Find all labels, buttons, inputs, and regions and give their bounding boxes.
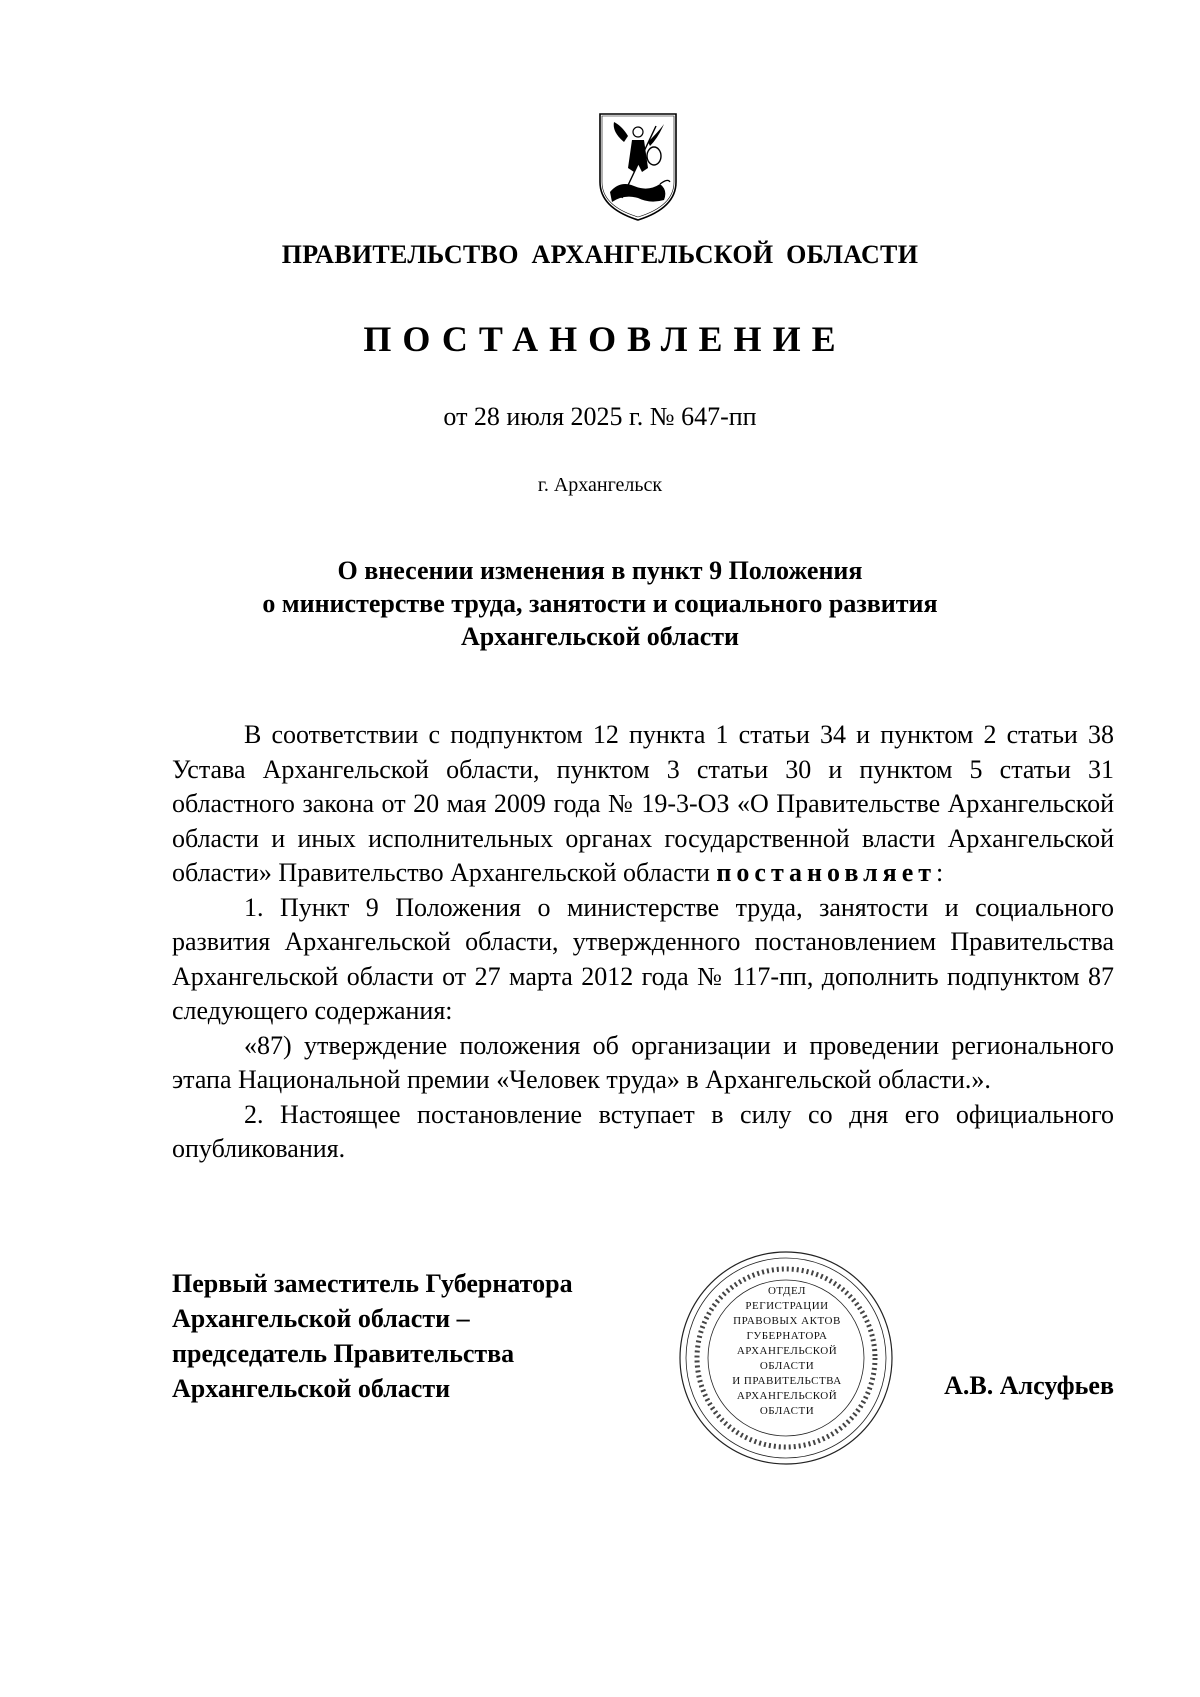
position-line-1: Первый заместитель Губернатора xyxy=(172,1269,573,1298)
item-2: 2. Настоящее постановление вступает в силу со дня его официального опубликования. xyxy=(172,1099,1114,1163)
title-line-3: Архангельской области xyxy=(460,622,740,651)
resolves-word: постановляет xyxy=(716,858,937,887)
document-title xyxy=(0,554,1200,653)
stamp-line: ПРАВОВЫХ АКТОВ xyxy=(733,1315,841,1327)
document-type: ПОСТАНОВЛЕНИЕ xyxy=(363,319,847,359)
title-line-1: О внесении изменения в пункт 9 Положения xyxy=(337,556,863,585)
position-line-3: председатель Правительства xyxy=(172,1339,515,1368)
government-name: ПРАВИТЕЛЬСТВО АРХАНГЕЛЬСКОЙ ОБЛАСТИ xyxy=(281,240,919,269)
preamble-text: В соответствии с подпунктом 12 пункта 1 статьи 34 и пунктом 2 статьи 38 Устава Архангельской области, пунктом 3 статьи 30 и пунктом 5 статьи 31 областного закона от 20 мая 2009 года № 19-3-ОЗ «О Правительстве Архангельской области и иных исполнительных органах государственной власти Архангельской области» Правительство Архангельской области xyxy=(172,720,1114,887)
document-body xyxy=(172,718,1114,1167)
archangel-coat-of-arms-icon xyxy=(598,112,678,222)
resolves-colon: : xyxy=(936,858,944,887)
item-1-quote: «87) утверждение положения об организации и проведении регионального этапа Национальной премии «Человек труда» в Архангельской области.». xyxy=(172,1030,1114,1094)
stamp-line: ОБЛАСТИ xyxy=(759,1360,815,1372)
stamp-line: РЕГИСТРАЦИИ xyxy=(745,1300,829,1312)
position-line-2: Архангельской области – xyxy=(172,1304,470,1333)
title-line-2: о министерстве труда, занятости и социального развития xyxy=(262,589,938,618)
date-and-number: от 28 июля 2025 г. № 647-пп xyxy=(443,402,757,431)
position-line-4: Архангельской области xyxy=(172,1374,451,1403)
signatory-position xyxy=(172,1266,732,1406)
stamp-line: ОБЛАСТИ xyxy=(759,1405,815,1417)
stamp-line: АРХАНГЕЛЬСКОЙ xyxy=(736,1390,838,1402)
item-1: 1. Пункт 9 Положения о министерстве труда, занятости и социального развития Архангельской области, утвержденного постановлением Правительства Архангельской области от 27 марта 2012 года № 117-пп, дополнить подпунктом 87 следующего содержания: xyxy=(172,892,1114,1025)
stamp-text xyxy=(716,1284,858,1419)
preamble-paragraph xyxy=(172,718,1114,891)
signatory-name: А.В. Алсуфьев xyxy=(944,1371,1114,1400)
stamp-line: И ПРАВИТЕЛЬСТВА xyxy=(732,1375,842,1387)
stamp-line: ГУБЕРНАТОРА xyxy=(746,1330,828,1342)
city: г. Архангельск xyxy=(537,474,663,496)
stamp-line: АРХАНГЕЛЬСКОЙ xyxy=(736,1345,838,1357)
stamp-line: ОТДЕЛ xyxy=(767,1285,806,1297)
